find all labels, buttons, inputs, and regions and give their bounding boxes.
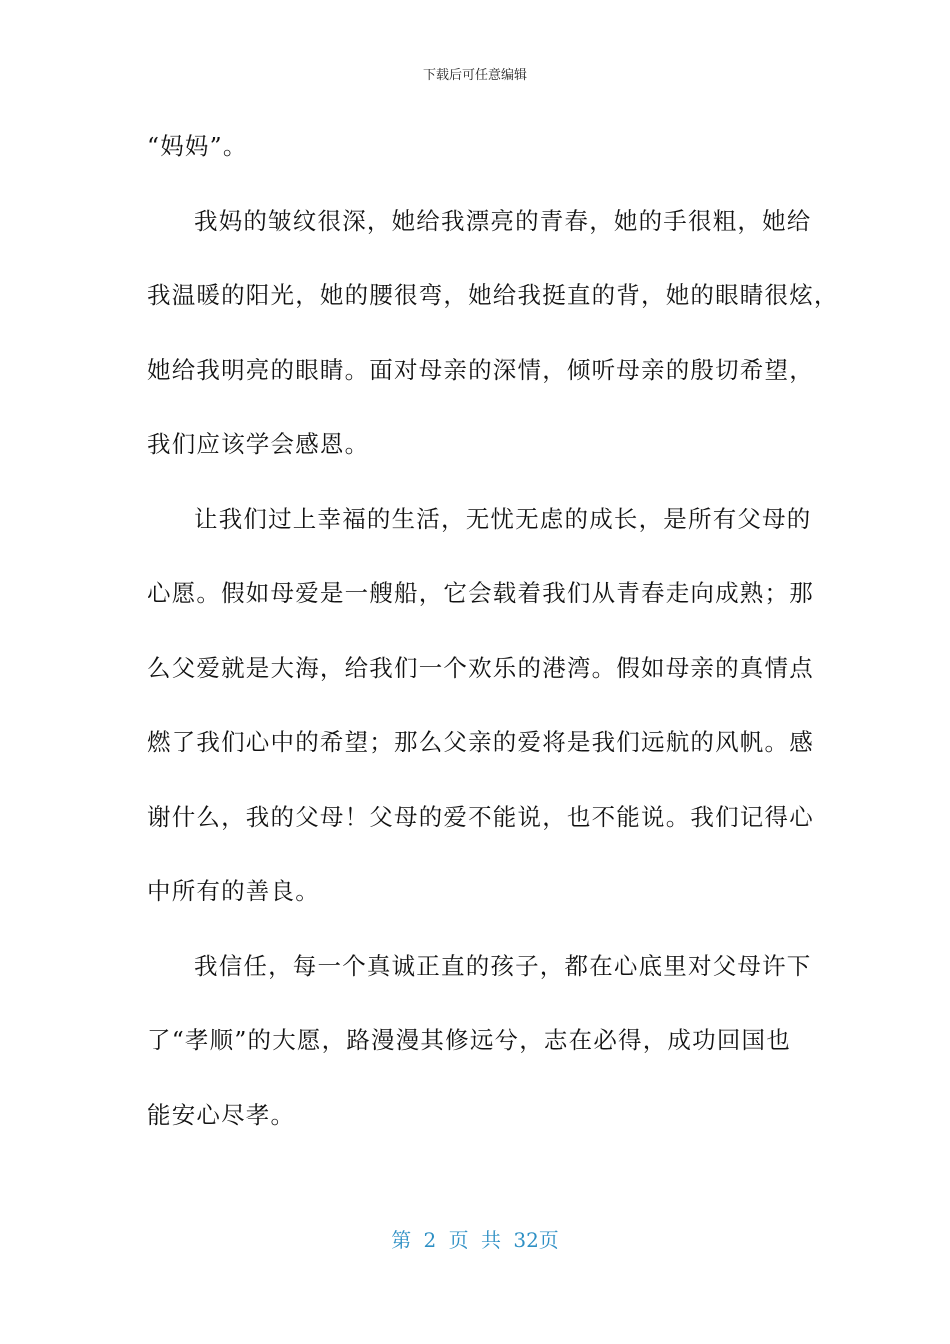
text-line: 她给我明亮的眼睛。面对母亲的深情，倾听母亲的殷切希望， — [147, 355, 814, 384]
page-number-footer: 第 2 页 共 32页 — [391, 1228, 559, 1252]
text-line: 了“孝顺”的大愿，路漫漫其修远兮，志在必得，成功回国也 — [147, 1026, 791, 1054]
text-line: 中所有的善良。 — [147, 877, 320, 905]
text-line: 我温暖的阳光，她的腰很弯，她给我挺直的背，她的眼睛很炫， — [147, 281, 839, 309]
text-line: 燃了我们心中的希望；那么父亲的爱将是我们远航的风帆。感 — [147, 728, 814, 756]
text-line: 心愿。假如母爱是一艘船，它会载着我们从青春走向成熟；那 — [147, 579, 814, 607]
text-line: 能安心尽孝。 — [147, 1100, 296, 1129]
text-line: 我们应该学会感恩。 — [147, 430, 370, 458]
paragraph-first-line: 让我们过上幸福的生活，无忧无虑的成长，是所有父母的 — [194, 504, 812, 533]
text-line: 么父爱就是大海，给我们一个欢乐的港湾。假如母亲的真情点 — [147, 653, 814, 682]
page-header: 下载后可任意编辑 — [422, 68, 527, 83]
paragraph-first-line: 我妈的皱纹很深，她给我漂亮的青春，她的手很粗，她给 — [194, 206, 812, 235]
text-line: 谢什么，我的父母！父母的爱不能说，也不能说。我们记得心 — [147, 802, 814, 831]
paragraph-first-line: 我信任，每一个真诚正直的孩子，都在心底里对父母许下 — [194, 951, 812, 980]
text-line: “妈妈”。 — [147, 132, 248, 160]
document-body — [147, 118, 839, 1161]
